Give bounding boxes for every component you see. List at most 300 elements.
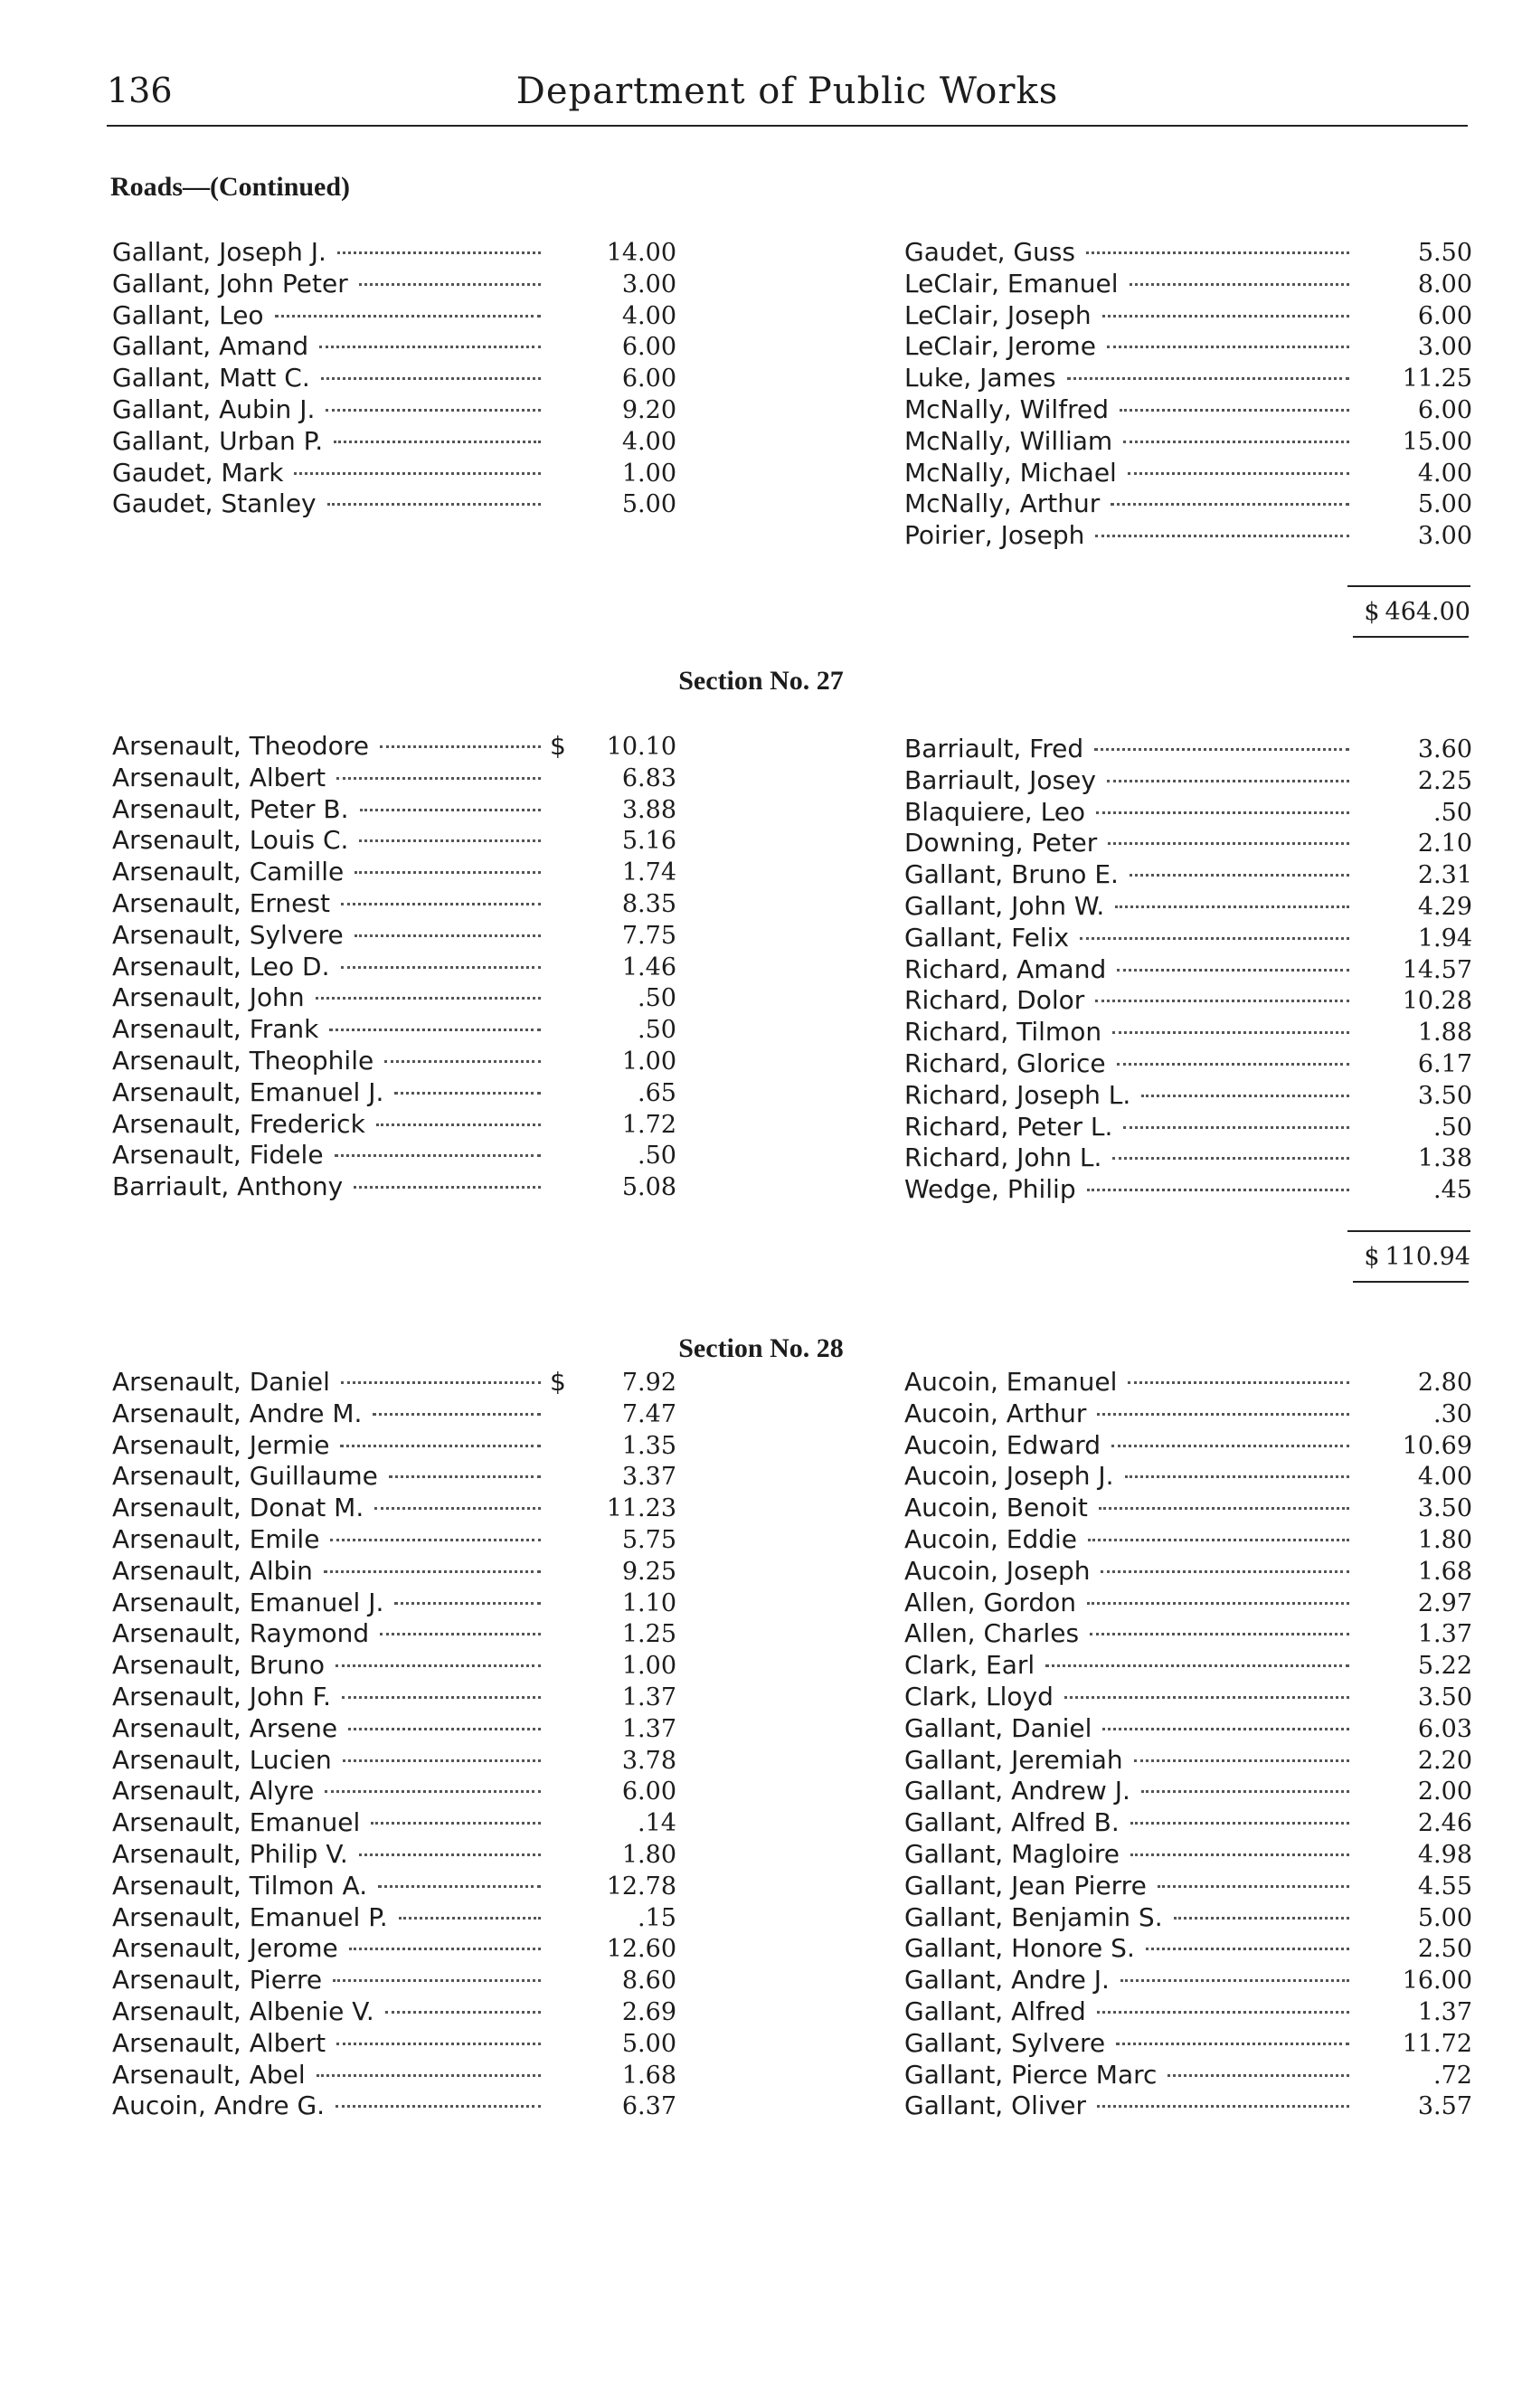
amount: 4.00 bbox=[621, 427, 676, 456]
amount: 3.57 bbox=[1417, 2092, 1472, 2121]
amount: 1.74 bbox=[621, 858, 676, 887]
ledger-row bbox=[112, 1996, 676, 2028]
ledger-row bbox=[904, 859, 1472, 891]
ledger-row bbox=[112, 237, 676, 269]
amount: 11.25 bbox=[1402, 365, 1472, 393]
amount: 2.20 bbox=[1417, 1746, 1472, 1775]
amount: 3.50 bbox=[1417, 1494, 1472, 1523]
dot-leader bbox=[1102, 315, 1349, 318]
dot-leader bbox=[1107, 346, 1349, 348]
amount: .50 bbox=[638, 984, 676, 1013]
dot-leader bbox=[1112, 1157, 1349, 1160]
amount: 5.22 bbox=[1417, 1652, 1472, 1681]
payee-name: Richard, Peter L. bbox=[904, 1111, 1113, 1142]
amount: 1.37 bbox=[1417, 1620, 1472, 1649]
payee-name: Arsenault, Albin bbox=[112, 1555, 313, 1586]
payee-name: Poirier, Joseph bbox=[904, 520, 1085, 551]
ledger-row bbox=[112, 1461, 676, 1493]
dot-leader bbox=[384, 1060, 541, 1063]
amount: .50 bbox=[638, 1142, 676, 1171]
ledger-row bbox=[904, 300, 1472, 332]
amount: 1.80 bbox=[1417, 1525, 1472, 1554]
payee-name: McNally, William bbox=[904, 425, 1113, 456]
total-underline bbox=[1353, 636, 1469, 638]
amount: 1.25 bbox=[621, 1620, 676, 1649]
ledger-row bbox=[112, 331, 676, 363]
total-amount: 110.94 bbox=[1385, 1243, 1470, 1271]
ledger-row bbox=[904, 1174, 1472, 1206]
dot-leader bbox=[1125, 1475, 1349, 1478]
ledger-row bbox=[904, 985, 1472, 1017]
amount: 7.75 bbox=[621, 921, 676, 950]
ledger-row bbox=[904, 1556, 1472, 1588]
dot-leader bbox=[360, 809, 541, 811]
payee-name: Gallant, Bruno E. bbox=[904, 859, 1119, 890]
ledger-row bbox=[112, 1014, 676, 1046]
payee-name: Luke, James bbox=[904, 363, 1056, 393]
section-title: Section No. 27 bbox=[678, 666, 844, 696]
payee-name: Arsenault, Emile bbox=[112, 1523, 320, 1554]
dot-leader bbox=[334, 441, 541, 443]
ledger-row bbox=[904, 1996, 1472, 2028]
ledger-row bbox=[112, 300, 676, 332]
payee-name: LeClair, Emanuel bbox=[904, 268, 1119, 299]
amount: 6.00 bbox=[621, 1778, 676, 1806]
amount: 2.50 bbox=[1417, 1935, 1472, 1964]
amount: 5.00 bbox=[621, 490, 676, 519]
dot-leader bbox=[1117, 1063, 1349, 1066]
amount: 3.60 bbox=[1417, 735, 1472, 763]
payee-name: Gaudet, Mark bbox=[112, 457, 284, 488]
payee-name: Arsenault, Emanuel bbox=[112, 1807, 361, 1838]
ledger-row bbox=[112, 1588, 676, 1619]
dot-leader bbox=[1067, 377, 1349, 380]
dot-leader bbox=[1134, 1759, 1349, 1762]
total-currency-sign: $ bbox=[1364, 1243, 1380, 1271]
payee-name: Gallant, Joseph J. bbox=[112, 237, 326, 267]
dot-leader bbox=[1080, 937, 1349, 940]
payee-name: Arsenault, Donat M. bbox=[112, 1493, 364, 1523]
payee-name: Arsenault, Emanuel J. bbox=[112, 1076, 384, 1107]
dot-leader bbox=[380, 1633, 541, 1635]
amount: 5.00 bbox=[1417, 490, 1472, 519]
dot-leader bbox=[336, 2105, 541, 2108]
dot-leader bbox=[1123, 441, 1349, 443]
amount: 4.98 bbox=[1417, 1840, 1472, 1869]
amount: 1.38 bbox=[1417, 1144, 1472, 1173]
dot-leader bbox=[341, 966, 541, 969]
amount: .15 bbox=[638, 1903, 676, 1932]
ledger-row bbox=[904, 1839, 1472, 1871]
amount: .14 bbox=[638, 1809, 676, 1838]
ledger-row bbox=[904, 828, 1472, 859]
payee-name: Richard, Dolor bbox=[904, 985, 1085, 1016]
amount: 4.00 bbox=[1417, 1463, 1472, 1492]
amount: 9.20 bbox=[621, 395, 676, 424]
amount: .50 bbox=[1433, 798, 1472, 827]
dot-leader bbox=[275, 315, 541, 318]
amount: 2.00 bbox=[1417, 1778, 1472, 1806]
right-column bbox=[904, 1367, 1472, 2122]
ledger-row bbox=[904, 1430, 1472, 1462]
ledger-row bbox=[904, 1713, 1472, 1745]
dot-leader bbox=[1099, 1507, 1349, 1510]
ledger-row bbox=[112, 1965, 676, 1996]
right-column bbox=[904, 237, 1472, 552]
dot-leader bbox=[1128, 1381, 1349, 1384]
dot-leader bbox=[342, 1696, 541, 1699]
payee-name: Arsenault, Emanuel P. bbox=[112, 1901, 388, 1932]
payee-name: Arsenault, Emanuel J. bbox=[112, 1587, 384, 1617]
dot-leader bbox=[376, 1123, 541, 1126]
payee-name: Gallant, Leo bbox=[112, 299, 264, 330]
ledger-row bbox=[904, 331, 1472, 363]
amount: 2.80 bbox=[1417, 1369, 1472, 1397]
amount: 4.29 bbox=[1417, 892, 1472, 921]
dot-leader bbox=[324, 1570, 541, 1573]
payee-name: Arsenault, Bruno bbox=[112, 1650, 326, 1681]
dot-leader bbox=[316, 997, 541, 1000]
dot-leader bbox=[1130, 874, 1349, 877]
amount: .50 bbox=[638, 1016, 676, 1045]
dot-leader bbox=[371, 1822, 541, 1825]
payee-name: Arsenault, Andre M. bbox=[112, 1398, 363, 1428]
payee-name: Arsenault, Guillaume bbox=[112, 1461, 378, 1492]
amount: 10.69 bbox=[1402, 1431, 1472, 1460]
amount: 3.78 bbox=[621, 1746, 676, 1775]
payee-name: Barriault, Anthony bbox=[112, 1171, 344, 1202]
payee-name: Gallant, Daniel bbox=[904, 1712, 1092, 1743]
payee-name: Aucoin, Andre G. bbox=[112, 2090, 326, 2121]
dot-leader bbox=[380, 745, 541, 748]
ledger-row bbox=[112, 1556, 676, 1588]
dot-leader bbox=[327, 503, 541, 506]
dot-leader bbox=[1116, 2043, 1349, 2045]
payee-name: Gallant, John Peter bbox=[112, 268, 348, 299]
payee-name: Aucoin, Arthur bbox=[904, 1398, 1087, 1428]
payee-name: Arsenault, Sylvere bbox=[112, 919, 344, 950]
amount: 12.60 bbox=[606, 1935, 676, 1964]
amount: 2.46 bbox=[1417, 1809, 1472, 1838]
payee-name: Arsenault, Albenie V. bbox=[112, 1996, 374, 2026]
dot-leader bbox=[394, 1092, 541, 1095]
page-number: 136 bbox=[107, 71, 173, 110]
dot-leader bbox=[1095, 535, 1349, 537]
ledger-row bbox=[112, 794, 676, 826]
amount: 6.03 bbox=[1417, 1714, 1472, 1743]
dot-leader bbox=[378, 1885, 541, 1888]
amount: 2.31 bbox=[1417, 861, 1472, 890]
ledger-row bbox=[112, 1745, 676, 1777]
dot-leader bbox=[355, 871, 541, 874]
ledger-row bbox=[112, 731, 676, 763]
ledger-row bbox=[904, 2090, 1472, 2122]
ledger-row bbox=[904, 734, 1472, 765]
ledger-row bbox=[112, 2090, 676, 2122]
dot-leader bbox=[1090, 1633, 1349, 1635]
amount: .30 bbox=[1433, 1399, 1472, 1428]
ledger-row bbox=[904, 1650, 1472, 1682]
payee-name: Arsenault, Frederick bbox=[112, 1108, 365, 1139]
dot-leader bbox=[348, 1728, 541, 1730]
dot-leader bbox=[341, 903, 541, 905]
ledger-row bbox=[904, 1807, 1472, 1839]
payee-name: McNally, Wilfred bbox=[904, 393, 1109, 424]
ledger-row bbox=[112, 394, 676, 426]
payee-name: McNally, Michael bbox=[904, 457, 1117, 488]
amount: 4.00 bbox=[621, 301, 676, 330]
dot-leader bbox=[325, 1790, 541, 1793]
ledger-row bbox=[112, 363, 676, 394]
ledger-row bbox=[904, 1965, 1472, 1996]
dot-leader bbox=[355, 934, 541, 937]
payee-name: Richard, Glorice bbox=[904, 1048, 1106, 1078]
ledger-row bbox=[112, 1140, 676, 1171]
ledger-row bbox=[904, 1902, 1472, 1934]
ledger-row bbox=[904, 954, 1472, 986]
payee-name: Aucoin, Joseph bbox=[904, 1555, 1091, 1586]
payee-name: Gallant, Amand bbox=[112, 331, 309, 362]
payee-name: Gallant, Andrew J. bbox=[904, 1776, 1130, 1806]
ledger-row bbox=[904, 426, 1472, 458]
ledger-row bbox=[112, 2028, 676, 2060]
amount: 5.00 bbox=[1417, 1903, 1472, 1932]
ledger-row bbox=[112, 1109, 676, 1141]
dot-leader bbox=[359, 1853, 541, 1856]
ledger-row bbox=[904, 1080, 1472, 1112]
payee-name: Gallant, Jeremiah bbox=[904, 1744, 1123, 1775]
ledger-row bbox=[904, 1871, 1472, 1902]
dot-leader bbox=[359, 839, 541, 842]
amount: .50 bbox=[1433, 1113, 1472, 1142]
ledger-row bbox=[112, 1077, 676, 1109]
amount: 4.55 bbox=[1417, 1872, 1472, 1901]
ledger-row bbox=[904, 237, 1472, 269]
amount: 3.50 bbox=[1417, 1081, 1472, 1110]
dot-leader bbox=[1097, 2105, 1349, 2108]
ledger-row bbox=[904, 1493, 1472, 1524]
ledger-row bbox=[904, 520, 1472, 552]
payee-name: Gallant, Aubin J. bbox=[112, 393, 316, 424]
ledger-row bbox=[904, 1017, 1472, 1048]
ledger-row bbox=[112, 1776, 676, 1807]
payee-name: Arsenault, Philip V. bbox=[112, 1838, 348, 1869]
dot-leader bbox=[1101, 1570, 1349, 1573]
amount: 7.47 bbox=[621, 1399, 676, 1428]
payee-name: Arsenault, Alyre bbox=[112, 1776, 315, 1806]
ledger-row bbox=[904, 1776, 1472, 1807]
ledger-row bbox=[112, 1493, 676, 1524]
payee-name: Gallant, Benjamin S. bbox=[904, 1901, 1163, 1932]
right-column bbox=[904, 734, 1472, 1206]
payee-name: Clark, Earl bbox=[904, 1650, 1035, 1681]
payee-name: Gallant, Urban P. bbox=[112, 425, 324, 456]
ledger-row bbox=[904, 458, 1472, 489]
payee-name: Gallant, Oliver bbox=[904, 2090, 1087, 2121]
amount: .45 bbox=[1433, 1176, 1472, 1205]
roads-continued-heading: Roads—(Continued) bbox=[110, 172, 351, 202]
currency-sign: $ bbox=[550, 1367, 566, 1397]
dot-leader bbox=[1111, 1445, 1349, 1447]
amount: 3.00 bbox=[621, 270, 676, 299]
payee-name: Arsenault, Ernest bbox=[112, 887, 330, 918]
dot-leader bbox=[1158, 1885, 1349, 1888]
payee-name: Arsenault, Frank bbox=[112, 1014, 319, 1045]
payee-name: Aucoin, Joseph J. bbox=[904, 1461, 1114, 1492]
amount: 15.00 bbox=[1402, 427, 1472, 456]
ledger-row bbox=[904, 2060, 1472, 2091]
total-amount: 464.00 bbox=[1385, 598, 1470, 626]
amount: 10.28 bbox=[1402, 987, 1472, 1016]
ledger-row bbox=[904, 1933, 1472, 1965]
payee-name: Arsenault, Abel bbox=[112, 2059, 306, 2090]
dot-leader bbox=[389, 1475, 541, 1478]
dot-leader bbox=[1107, 780, 1349, 782]
ledger-row bbox=[112, 1046, 676, 1077]
dot-leader bbox=[1117, 969, 1349, 972]
ledger-row bbox=[112, 1839, 676, 1871]
payee-name: Gaudet, Stanley bbox=[112, 488, 317, 519]
dot-leader bbox=[336, 2043, 541, 2045]
dot-leader bbox=[385, 2011, 541, 2014]
payee-name: Arsenault, Camille bbox=[112, 857, 345, 887]
payee-name: Barriault, Josey bbox=[904, 764, 1096, 795]
dot-leader bbox=[1096, 811, 1349, 814]
payee-name: Richard, Amand bbox=[904, 953, 1107, 984]
ledger-row bbox=[904, 1618, 1472, 1650]
dot-leader bbox=[1130, 283, 1349, 286]
dot-leader bbox=[1086, 251, 1349, 254]
payee-name: Arsenault, Raymond bbox=[112, 1618, 370, 1649]
payee-name: Wedge, Philip bbox=[904, 1174, 1076, 1205]
payee-name: Allen, Gordon bbox=[904, 1587, 1076, 1617]
ledger-row bbox=[112, 952, 676, 983]
amount: 1.80 bbox=[621, 1840, 676, 1869]
amount: 1.00 bbox=[621, 1047, 676, 1076]
payee-name: Arsenault, Jermie bbox=[112, 1429, 330, 1460]
amount: 11.23 bbox=[606, 1494, 676, 1523]
ledger-row bbox=[112, 426, 676, 458]
ledger-row bbox=[904, 923, 1472, 954]
amount: 2.69 bbox=[621, 1997, 676, 2026]
payee-name: Richard, John L. bbox=[904, 1142, 1102, 1173]
ledger-row bbox=[112, 1933, 676, 1965]
payee-name: Blaquiere, Leo bbox=[904, 796, 1086, 827]
ledger-row bbox=[112, 1171, 676, 1203]
dot-leader bbox=[1087, 1602, 1349, 1605]
dot-leader bbox=[1088, 1539, 1349, 1541]
amount: 3.00 bbox=[1417, 522, 1472, 551]
currency-sign: $ bbox=[550, 731, 566, 761]
payee-name: Gaudet, Guss bbox=[904, 237, 1075, 267]
amount: 8.60 bbox=[621, 1967, 676, 1996]
payee-name: Arsenault, Lucien bbox=[112, 1744, 332, 1775]
ledger-row bbox=[904, 269, 1472, 300]
amount: .72 bbox=[1433, 2061, 1472, 2090]
ledger-row bbox=[112, 1618, 676, 1650]
dot-leader bbox=[1115, 905, 1349, 908]
amount: 6.37 bbox=[621, 2092, 676, 2121]
dot-leader bbox=[1174, 1917, 1349, 1920]
ledger-row bbox=[904, 363, 1472, 394]
amount: 1.37 bbox=[621, 1714, 676, 1743]
ledger-row bbox=[112, 1807, 676, 1839]
payee-name: Gallant, Alfred bbox=[904, 1996, 1086, 2026]
dot-leader bbox=[1146, 1948, 1349, 1950]
payee-name: Allen, Charles bbox=[904, 1618, 1080, 1649]
amount: 6.00 bbox=[1417, 395, 1472, 424]
payee-name: Arsenault, Pierre bbox=[112, 1965, 323, 1996]
amount: 6.00 bbox=[621, 365, 676, 393]
ledger-row bbox=[112, 920, 676, 952]
payee-name: Arsenault, John F. bbox=[112, 1681, 331, 1711]
dot-leader bbox=[336, 777, 541, 780]
dot-leader bbox=[330, 1539, 541, 1541]
payee-name: Aucoin, Emanuel bbox=[904, 1367, 1118, 1397]
ledger-row bbox=[112, 1430, 676, 1462]
amount: 8.00 bbox=[1417, 270, 1472, 299]
payee-name: Arsenault, Daniel bbox=[112, 1367, 330, 1397]
ledger-row bbox=[112, 1367, 676, 1398]
amount: 1.00 bbox=[621, 1652, 676, 1681]
ledger-row bbox=[904, 1398, 1472, 1430]
payee-name: LeClair, Joseph bbox=[904, 299, 1092, 330]
payee-name: Gallant, Andre J. bbox=[904, 1965, 1110, 1996]
payee-name: Arsenault, Jerome bbox=[112, 1933, 338, 1964]
section-total bbox=[1347, 1230, 1470, 1271]
dot-leader bbox=[1097, 1413, 1349, 1416]
dot-leader bbox=[1095, 1000, 1349, 1002]
dot-leader bbox=[317, 2074, 541, 2077]
amount: 5.75 bbox=[621, 1525, 676, 1554]
amount: 7.92 bbox=[621, 1369, 676, 1397]
dot-leader bbox=[1102, 1728, 1349, 1730]
payee-name: Gallant, Magloire bbox=[904, 1838, 1120, 1869]
amount: 1.10 bbox=[621, 1588, 676, 1617]
left-column bbox=[112, 1367, 676, 2122]
payee-name: Gallant, Sylvere bbox=[904, 2027, 1106, 2058]
ledger-row bbox=[112, 1682, 676, 1713]
payee-name: LeClair, Jerome bbox=[904, 331, 1096, 362]
payee-name: Downing, Peter bbox=[904, 828, 1098, 858]
amount: 2.10 bbox=[1417, 830, 1472, 858]
ledger-row bbox=[112, 857, 676, 888]
dot-leader bbox=[1108, 842, 1349, 845]
ledger-row bbox=[112, 2060, 676, 2091]
ledger-row bbox=[904, 394, 1472, 426]
dot-leader bbox=[1130, 1822, 1349, 1825]
dot-leader bbox=[340, 1445, 541, 1447]
amount: 1.37 bbox=[621, 1683, 676, 1711]
amount: 1.00 bbox=[621, 459, 676, 488]
amount: 3.00 bbox=[1417, 333, 1472, 362]
dot-leader bbox=[1087, 1189, 1349, 1191]
ledger-row bbox=[112, 1902, 676, 1934]
ledger-row bbox=[112, 1524, 676, 1556]
ledger-row bbox=[904, 1745, 1472, 1777]
dot-leader bbox=[1141, 1095, 1349, 1097]
ledger-row bbox=[904, 1367, 1472, 1398]
payee-name: Barriault, Fred bbox=[904, 734, 1084, 763]
amount: 1.88 bbox=[1417, 1019, 1472, 1048]
payee-name: Gallant, Jean Pierre bbox=[904, 1870, 1147, 1901]
dot-leader bbox=[354, 1186, 541, 1189]
payee-name: Gallant, Honore S. bbox=[904, 1933, 1135, 1964]
amount: 1.94 bbox=[1417, 924, 1472, 953]
payee-name: Arsenault, Peter B. bbox=[112, 793, 349, 824]
payee-name: Arsenault, Fidele bbox=[112, 1140, 324, 1171]
amount: 14.00 bbox=[606, 239, 676, 267]
